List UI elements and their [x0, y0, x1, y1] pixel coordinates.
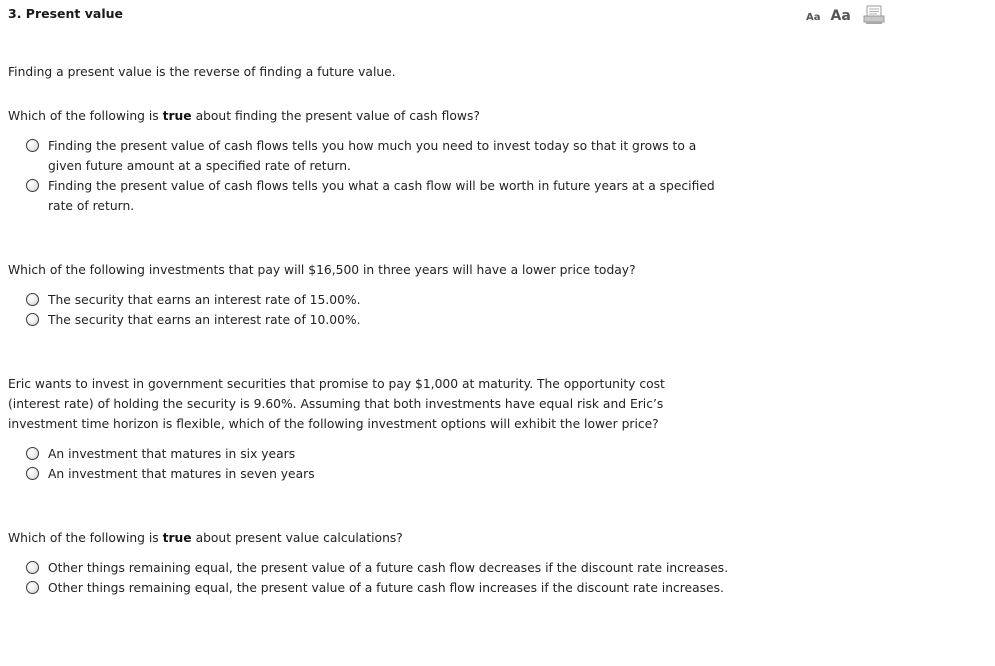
- question-3-options: [26, 444, 726, 484]
- question-4-option-2[interactable]: [26, 578, 746, 598]
- radio-button[interactable]: [26, 293, 39, 306]
- question-title: 3. Present value: [8, 6, 123, 21]
- question-1-prompt: [8, 106, 728, 126]
- option-label: An investment that matures in seven years: [48, 467, 315, 481]
- question-3-prompt: [8, 374, 720, 434]
- question-2-options: [26, 290, 726, 330]
- toolbar: [806, 5, 885, 25]
- question-2-prefix: Which of the following investments that pay will $16,500 in three years will have a lower price today?: [8, 263, 636, 277]
- question-4-suffix: about present value calculations?: [191, 531, 403, 545]
- option-label: Finding the present value of cash flows tells you how much you need to invest today so that it grows to a given future amount at a specified rate of return.: [48, 139, 697, 173]
- option-label: The security that earns an interest rate of 10.00%.: [48, 313, 361, 327]
- question-1-suffix: about finding the present value of cash flows?: [191, 109, 480, 123]
- print-icon[interactable]: [863, 5, 885, 25]
- question-4-prefix: Which of the following is: [8, 531, 163, 545]
- question-2-option-2[interactable]: [26, 310, 726, 330]
- question-4-option-1[interactable]: [26, 558, 746, 578]
- question-2-prompt: [8, 260, 728, 280]
- option-label: Finding the present value of cash flows tells you what a cash flow will be worth in future years at a specified rate of return.: [48, 179, 715, 213]
- radio-button[interactable]: [26, 561, 39, 574]
- option-label: The security that earns an interest rate of 15.00%.: [48, 293, 361, 307]
- radio-button[interactable]: [26, 179, 39, 192]
- question-3-prefix: Eric wants to invest in government securities that promise to pay $1,000 at maturity. The opportunity cost (interest rate) of holding the security is 9.60%. Assuming that both investments have equal risk and Eric’s investment time horizon is flexible, which of the following investment options will exhibit the lower price?: [8, 377, 665, 431]
- question-3-option-2[interactable]: [26, 464, 726, 484]
- option-label: Other things remaining equal, the present value of a future cash flow increases if the discount rate increases.: [48, 581, 724, 595]
- question-1-options: [26, 136, 726, 216]
- question-4-prompt: [8, 528, 728, 548]
- radio-button[interactable]: [26, 313, 39, 326]
- question-4-emphasis: true: [162, 531, 192, 545]
- question-1-emphasis: true: [162, 109, 192, 123]
- radio-button[interactable]: [26, 447, 39, 460]
- decrease-font-button[interactable]: Aa: [806, 12, 821, 23]
- question-3-option-1[interactable]: [26, 444, 726, 464]
- intro-text: Finding a present value is the reverse of finding a future value.: [8, 65, 396, 79]
- radio-button[interactable]: [26, 467, 39, 480]
- option-label: An investment that matures in six years: [48, 447, 296, 461]
- radio-button[interactable]: [26, 581, 39, 594]
- increase-font-button[interactable]: Aa: [830, 8, 851, 24]
- question-1-prefix: Which of the following is: [8, 109, 163, 123]
- question-4-options: [26, 558, 746, 598]
- radio-button[interactable]: [26, 139, 39, 152]
- question-2-option-1[interactable]: [26, 290, 726, 310]
- question-1-option-1[interactable]: [26, 136, 726, 176]
- option-label: Other things remaining equal, the present value of a future cash flow decreases if the discount rate increases.: [48, 561, 729, 575]
- question-1-option-2[interactable]: [26, 176, 726, 216]
